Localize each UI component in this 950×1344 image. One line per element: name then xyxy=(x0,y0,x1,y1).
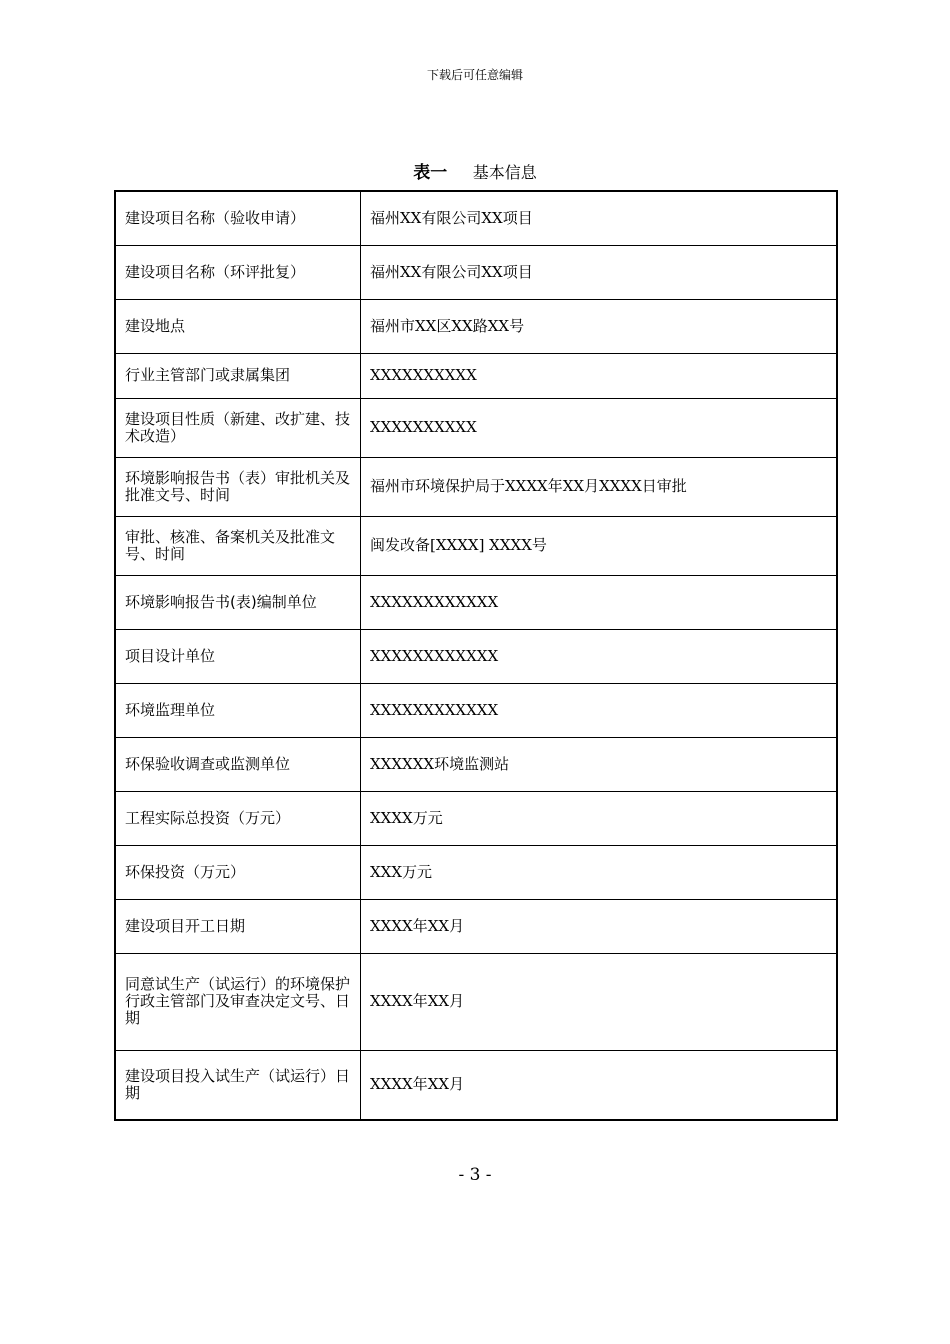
table-row xyxy=(115,299,837,353)
row-value: 福州市环境保护局于XXXX年XX月XXXX日审批 xyxy=(361,457,838,516)
row-value: XXXXXXXXXXXX xyxy=(361,629,838,683)
row-value: XXXX万元 xyxy=(361,791,838,845)
basic-info-table xyxy=(114,190,838,1121)
table-row xyxy=(115,683,837,737)
row-value: 福州XX有限公司XX项目 xyxy=(361,191,838,245)
table-row xyxy=(115,845,837,899)
table-row xyxy=(115,516,837,575)
row-value: XXXXXXXXXXXX xyxy=(361,575,838,629)
row-value: 闽发改备[XXXX] XXXX号 xyxy=(361,516,838,575)
row-value: XXX万元 xyxy=(361,845,838,899)
row-label: 工程实际总投资（万元） xyxy=(115,791,361,845)
row-label: 建设项目投入试生产（试运行）日期 xyxy=(115,1050,361,1120)
row-label: 建设地点 xyxy=(115,299,361,353)
table-row xyxy=(115,899,837,953)
table-row xyxy=(115,737,837,791)
table-name: 基本信息 xyxy=(472,163,537,182)
row-label: 环境监理单位 xyxy=(115,683,361,737)
row-label: 审批、核准、备案机关及批准文号、时间 xyxy=(115,516,361,575)
row-value: XXXXXXXXXX xyxy=(361,353,838,398)
table-row xyxy=(115,575,837,629)
row-value: XXXXXXXXXXXX xyxy=(361,683,838,737)
row-label: 环保投资（万元） xyxy=(115,845,361,899)
header-note: 下载后可任意编辑 xyxy=(426,68,523,82)
row-label: 同意试生产（试运行）的环境保护行政主管部门及审查决定文号、日期 xyxy=(115,953,361,1050)
table-title xyxy=(0,158,950,183)
row-value: XXXX年XX月 xyxy=(361,953,838,1050)
table-row xyxy=(115,398,837,457)
table-row xyxy=(115,191,837,245)
row-value: 福州XX有限公司XX项目 xyxy=(361,245,838,299)
row-label: 项目设计单位 xyxy=(115,629,361,683)
row-value: XXXX年XX月 xyxy=(361,1050,838,1120)
table-number: 表一 xyxy=(413,163,448,183)
table-row xyxy=(115,457,837,516)
row-value: XXXXXXXXXX xyxy=(361,398,838,457)
table-row xyxy=(115,791,837,845)
row-label: 建设项目名称（环评批复） xyxy=(115,245,361,299)
row-label: 建设项目开工日期 xyxy=(115,899,361,953)
row-label: 建设项目名称（验收申请） xyxy=(115,191,361,245)
table-row xyxy=(115,629,837,683)
table-row xyxy=(115,1050,837,1120)
row-label: 环境影响报告书(表)编制单位 xyxy=(115,575,361,629)
table-row xyxy=(115,245,837,299)
row-value: XXXXXX环境监测站 xyxy=(361,737,838,791)
page-number: - 3 - xyxy=(458,1165,492,1185)
table-row xyxy=(115,953,837,1050)
row-value: 福州市XX区XX路XX号 xyxy=(361,299,838,353)
row-label: 建设项目性质（新建、改扩建、技术改造） xyxy=(115,398,361,457)
row-label: 行业主管部门或隶属集团 xyxy=(115,353,361,398)
table-row xyxy=(115,353,837,398)
row-label: 环境影响报告书（表）审批机关及批准文号、时间 xyxy=(115,457,361,516)
row-label: 环保验收调查或监测单位 xyxy=(115,737,361,791)
row-value: XXXX年XX月 xyxy=(361,899,838,953)
